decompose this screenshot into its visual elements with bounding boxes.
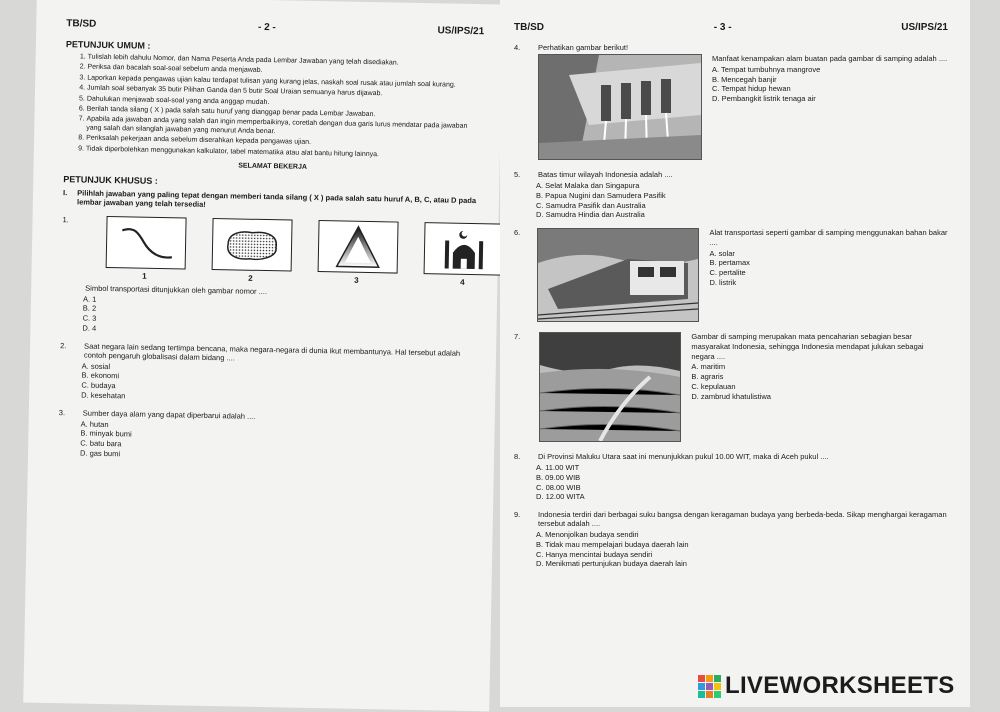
rule-item: 1. Tulislah lebih dahulu Nomor, dan Nama Peserta Anda pada Lembar Jawaban yang telah disediakan. [88,54,484,70]
option-list [80,419,477,466]
header-subject: US/IPS/21 [437,25,485,38]
option-list [709,249,948,288]
option[interactable]: B. agraris [691,372,724,381]
option[interactable]: A. maritim [691,362,726,372]
option[interactable]: A. Tempat tumbuhnya mangrove [712,64,821,74]
question-1 [60,215,480,341]
question-number: 8. [514,452,521,461]
question-text: Simbol transportasi ditunjukkan oleh gambar nomor .... [85,283,268,296]
option[interactable]: D. gas bumi [79,448,121,459]
option[interactable]: A. Menonjolkan budaya sendiri [536,530,639,539]
option[interactable]: A. Selat Malaka dan Singapura [536,181,640,190]
symbol-1 [105,216,184,281]
question-text: Di Provinsi Maluku Utara saat ini menunjukkan pukul 10.00 WIT, maka di Aceh pukul .... [538,452,829,461]
question-number: 1. [62,214,69,224]
page-number: - 3 - [713,22,732,33]
option[interactable]: D. Pembangkit listrik tenaga air [712,94,816,103]
option[interactable]: D. listrik [709,277,737,287]
question-number: 6. [514,228,521,237]
option[interactable]: C. 3 [82,313,97,323]
option[interactable]: C. batu bara [80,438,122,449]
right-page [500,0,970,707]
header-code: TB/SD [66,18,97,30]
option-list [712,65,947,104]
option[interactable]: A. sosial [81,361,111,371]
page-header [514,22,948,33]
question-6 [514,228,948,322]
question-body [712,54,947,160]
question-number: 4. [514,43,521,52]
option[interactable]: B. pertamax [709,258,750,268]
question-5 [514,170,948,220]
rule-item: 2. Periksa dan bacalah soal-soal sebelum anda menjawab. [87,64,483,80]
mosque-symbol-icon [424,222,505,276]
option[interactable]: C. kepulauan [691,381,736,391]
question-text: Gambar di samping merupakan mata pencaharian sebagian besar masyarakat Indonesia, sehingga Indonesia mendapat julukan sebagai negara .... [691,332,924,361]
question-number: 3. [58,407,66,417]
rule-item: 8. Periksalah pekerjaan anda sebelum diserahkan kepada pengawas ujian. [86,135,482,151]
rice-field-photo [539,332,681,442]
rule-item: 6. Berilah tanda silang ( X ) pada salah satu huruf yang dianggap benar pada Lembar Jawaban. [87,106,483,122]
rule-item: 7. Apabila ada jawaban anda yang salah dan ingin memperbaikinya, coretlah dengan dua garis lurus mendatar pada jawaban yang salah dan silanglah jawaban yang menurut Anda benar. [86,116,482,140]
question-9 [514,510,948,569]
question-4 [514,54,948,160]
rule-item: 4. Jumlah soal sebanyak 35 butir Pilihan Ganda dan 5 butir Soal Uraian semuanya harus dijawab. [87,85,483,101]
question-8 [514,452,948,502]
option[interactable]: C. budaya [81,380,116,391]
page-header [66,18,484,37]
option[interactable]: D. 4 [82,323,97,333]
petunjuk-umum-title: PETUNJUK UMUM : [65,39,151,51]
question-intro: Perhatikan gambar berikut! [538,43,629,52]
special-instruction [63,188,481,215]
option[interactable]: D. kesehatan [81,390,126,401]
page-number: - 2 - [257,21,276,34]
option[interactable]: C. Tempat hidup hewan [712,84,791,94]
option[interactable]: D. 12.00 WITA [536,492,585,502]
option-list [536,530,948,569]
liveworksheets-logo[interactable] [698,672,955,700]
option-list [691,362,948,401]
option[interactable]: C. Samudra Pasifik dan Australia [536,200,646,210]
lake-symbol-icon [212,218,293,272]
train-photo [537,228,699,322]
option[interactable]: A. solar [709,248,735,258]
mountain-symbol-icon [318,220,399,274]
option[interactable]: B. ekonomi [81,370,120,381]
option[interactable]: A. hutan [80,419,109,429]
question-number: 5. [514,170,521,179]
question-2 [59,341,478,408]
question-7 [514,332,948,442]
closing-text: SELAMAT BEKERJA [238,162,308,171]
option[interactable]: D. zambrud khatulistiwa [691,391,771,401]
option[interactable]: B. Mencegah banjir [712,74,777,84]
question-text: Saat negara lain sedang tertimpa bencana, maka negara-negara di dunia ikut membantunya. Hal tersebut adalah contoh pengaruh globalisasi dalam bidang .... [83,341,461,363]
option[interactable]: D. Samudra Hindia dan Australia [536,210,645,220]
option[interactable]: C. Hanya mencintai budaya sendiri [536,549,653,559]
question-text: Alat transportasi seperti gambar di samping menggunakan bahan bakar .... [709,228,948,247]
question-3 [58,408,477,466]
symbol-label: 3 [354,275,359,285]
logo-text: LIVEWORKSHEETS [725,672,955,699]
option[interactable]: B. Papua Nugini dan Samudera Pasifik [536,190,666,200]
rule-item: 5. Dahulukan menjawab soal-soal yang anda anggap mudah. [87,95,483,111]
question-body [709,228,948,322]
question-text: Batas timur wilayah Indonesia adalah .... [538,170,673,179]
symbol-4 [423,222,502,287]
question-number: 9. [514,510,521,519]
general-rules-list [64,53,484,161]
rule-item: 3. Laporkan kepada pengawas ujian kalau terdapat tulisan yang kurang jelas, naskah soal rusak atau jumlah soal kurang. [87,74,483,90]
option[interactable]: D. Menikmati pertunjukan budaya daerah lain [536,559,687,569]
question-number: 7. [514,332,521,341]
option-list [82,294,479,341]
question-text: Indonesia terdiri dari berbagai suku bangsa dengan keragaman budaya yang berbeda-beda. Sikap menghargai keragaman tersebut adalah .... [538,510,947,528]
question-text: Manfaat kenampakan alam buatan pada gambar di samping adalah .... [712,54,948,63]
option-list [81,361,478,408]
header-code: TB/SD [514,22,544,33]
option[interactable]: A. 1 [82,294,97,304]
question-4-intro [514,43,948,52]
option[interactable]: B. Tidak mau mempelajari budaya daerah lain [536,539,689,549]
symbol-label: 4 [460,277,465,287]
dam-photo [538,54,702,160]
symbol-label: 2 [248,273,253,283]
option[interactable]: B. 09.00 WIB [536,472,581,482]
symbol-2 [211,218,290,283]
question-body [691,332,948,442]
header-subject: US/IPS/21 [901,22,948,33]
symbol-3 [317,220,396,285]
instruction-text: Pilihlah jawaban yang paling tepat dengan memberi tanda silang ( X ) pada salah satu huruf A, B, C, atau D pada lembar jawaban yang telah tersedia! [76,188,477,210]
option-list [536,181,948,220]
instruction-roman: I. [62,188,68,198]
question-number: 2. [60,340,67,350]
option[interactable]: C. pertalite [709,268,746,277]
river-symbol-icon [106,216,187,270]
petunjuk-khusus-title: PETUNJUK KHUSUS : [63,174,158,186]
option[interactable]: B. minyak bumi [80,428,132,439]
symbol-label: 1 [142,271,147,281]
option-list [536,463,948,502]
rule-item: 9. Tidak diperbolehkan menggunakan kalkulator, tabel matematika atau alat bantu hitung lainnya. [86,145,482,161]
symbol-figures [105,216,502,288]
option[interactable]: A. 11.00 WIT [536,463,580,472]
left-page [23,0,502,711]
logo-grid-icon [698,675,721,698]
option[interactable]: C. 08.00 WIB [536,482,581,492]
option[interactable]: B. 2 [82,303,97,314]
question-text: Sumber daya alam yang dapat diperbarui adalah .... [82,408,256,421]
